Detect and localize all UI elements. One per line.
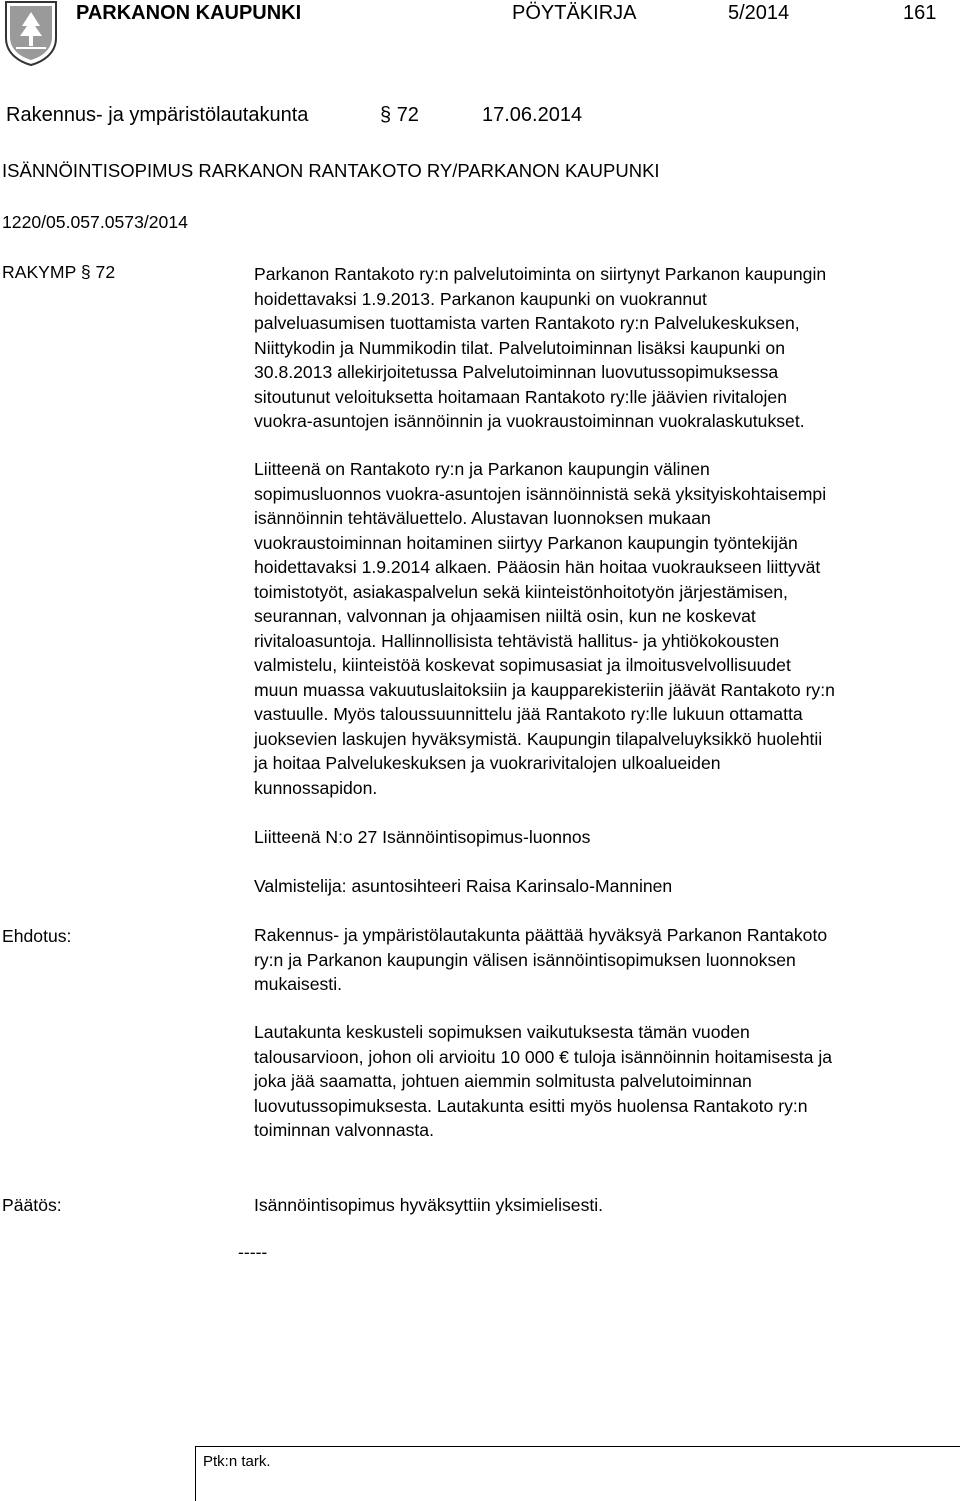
decision-label: Päätös: (2, 1195, 62, 1215)
preparation-label: RAKYMP § 72 (2, 262, 116, 282)
issue-number: 5/2014 (728, 2, 790, 24)
text-line: Parkanon Rantakoto ry:n palvelutoiminta on siirtynyt Parkanon kaupungin (254, 264, 827, 284)
section-mark (380, 104, 419, 127)
text-line: palveluasumisen tuottamista varten Rantakoto ry:n Palvelukeskuksen, (254, 313, 800, 333)
preparer-line: Valmistelija: asuntosihteeri Raisa Karinsalo-Manninen (254, 876, 673, 896)
decision-text: Isännöintisopimus hyväksyttiin yksimielisesti. (254, 1195, 604, 1215)
proposal-paragraph-1 (254, 923, 827, 997)
section-number: 72 (396, 104, 419, 126)
page-number: 161 (903, 2, 937, 24)
text-line: 30.8.2013 allekirjoitetussa Palvelutoiminnan luovutussopimuksessa (254, 362, 779, 382)
text-line: toiminnan valvonnasta. (254, 1120, 434, 1140)
text-line: seurannan, valvonnan ja ohjaamisen niiltä osin, kun ne koskevat (254, 606, 756, 626)
municipal-coat-of-arms-icon (4, 0, 58, 66)
text-line: vuokraustoiminnan hoitaminen siirtyy Parkanon kaupungin työntekijän (254, 532, 798, 553)
text-line: hoidettavaksi 1.9.2014 alkaen. Pääosin hän hoitaa vuokraukseen liittyvät (254, 557, 821, 577)
text-line: talousarvioon, johon oli arvioitu 10 000 € tuloja isännöinnin hoitamisesta ja (254, 1046, 833, 1067)
text-line: sitoutunut veloituksetta hoitamaan Rantakoto ry:lle jäävien rivitalojen (254, 386, 788, 407)
text-line: vastuulle. Myös taloussuunnittelu jää Rantakoto ry:lle lukuun ottamatta (254, 704, 803, 724)
text-line: Niittykodin ja Nummikodin tilat. Palvelutoiminnan lisäksi kaupunki on (254, 337, 785, 358)
text-line: joka jää saamatta, johtuen aiemmin solmitusta palvelutoiminnan (254, 1071, 752, 1091)
subject-title: ISÄNNÖINTISOPIMUS RARKANON RANTAKOTO RY/PARKANON KAUPUNKI (2, 160, 660, 181)
text-line: muun muassa vakuutuslaitoksiin ja kaupparekisteriin jäävät Rantakoto ry:n (254, 679, 835, 700)
text-line: luovutussopimuksesta. Lautakunta esitti myös huolensa Rantakoto ry:n (254, 1095, 808, 1116)
footer-rule-left (195, 1446, 196, 1501)
proposal-label: Ehdotus: (2, 926, 72, 946)
text-line: Rakennus- ja ympäristölautakunta päättää hyväksyä Parkanon Rantakoto (254, 925, 828, 945)
text-line: toimistotyöt, asiakaspalvelun sekä kiinteistönhoitotyön järjestämisen, (254, 581, 788, 602)
text-line: valmistelu, kiinteistöä koskevat sopimusasiat ja ilmoitusvelvollisuudet (254, 655, 791, 675)
footer-rule-top (195, 1446, 960, 1447)
document-type: PÖYTÄKIRJA (512, 2, 637, 24)
text-line: isännöinnin tehtäväluettelo. Alustavan luonnoksen mukaan (254, 508, 711, 528)
text-line: ry:n ja Parkanon kaupungin välisen isännöintisopimuksen luonnoksen (254, 949, 796, 970)
text-line: sopimusluonnos vuokra-asuntojen isännöinnistä sekä yksityiskohtaisempi (254, 483, 827, 504)
meeting-date: 17.06.2014 (482, 104, 583, 126)
meeting-body: Rakennus- ja ympäristölautakunta (6, 104, 309, 126)
text-line: mukaisesti. (254, 974, 342, 994)
end-separator: ----- (238, 1242, 268, 1262)
attachment-reference: Liitteenä N:o 27 Isännöintisopimus-luonnos (254, 827, 591, 847)
text-line: juoksevien laskujen hyväksymistä. Kaupungin tilapalveluyksikkö huolehtii (254, 728, 823, 749)
preparation-paragraph-1 (254, 262, 826, 434)
text-line: kunnossapidon. (254, 777, 378, 798)
text-line: vuokra-asuntojen isännöinnin ja vuokraustoiminnan vuokralaskutukset. (254, 411, 805, 431)
preparation-paragraph-2 (254, 457, 835, 800)
text-line: hoidettavaksi 1.9.2013. Parkanon kaupunki on vuokrannut (254, 288, 707, 309)
text-line: Liitteenä on Rantakoto ry:n ja Parkanon kaupungin välinen (254, 459, 710, 479)
text-line: Lautakunta keskusteli sopimuksen vaikutuksesta tämän vuoden (254, 1022, 750, 1042)
text-line: rivitaloasuntoja. Hallinnollisista tehtävistä hallitus- ja yhtiökokousten (254, 630, 780, 651)
diary-number: 1220/05.057.0573/2014 (2, 212, 188, 232)
section-sign: § (380, 104, 392, 126)
municipality-name: PARKANON KAUPUNKI (76, 2, 302, 24)
proposal-paragraph-2 (254, 1020, 832, 1143)
text-line: ja hoitaa Palvelukeskuksen ja vuokrarivitalojen ulkoalueiden (254, 753, 721, 773)
verification-label: Ptk:n tark. (203, 1453, 271, 1470)
